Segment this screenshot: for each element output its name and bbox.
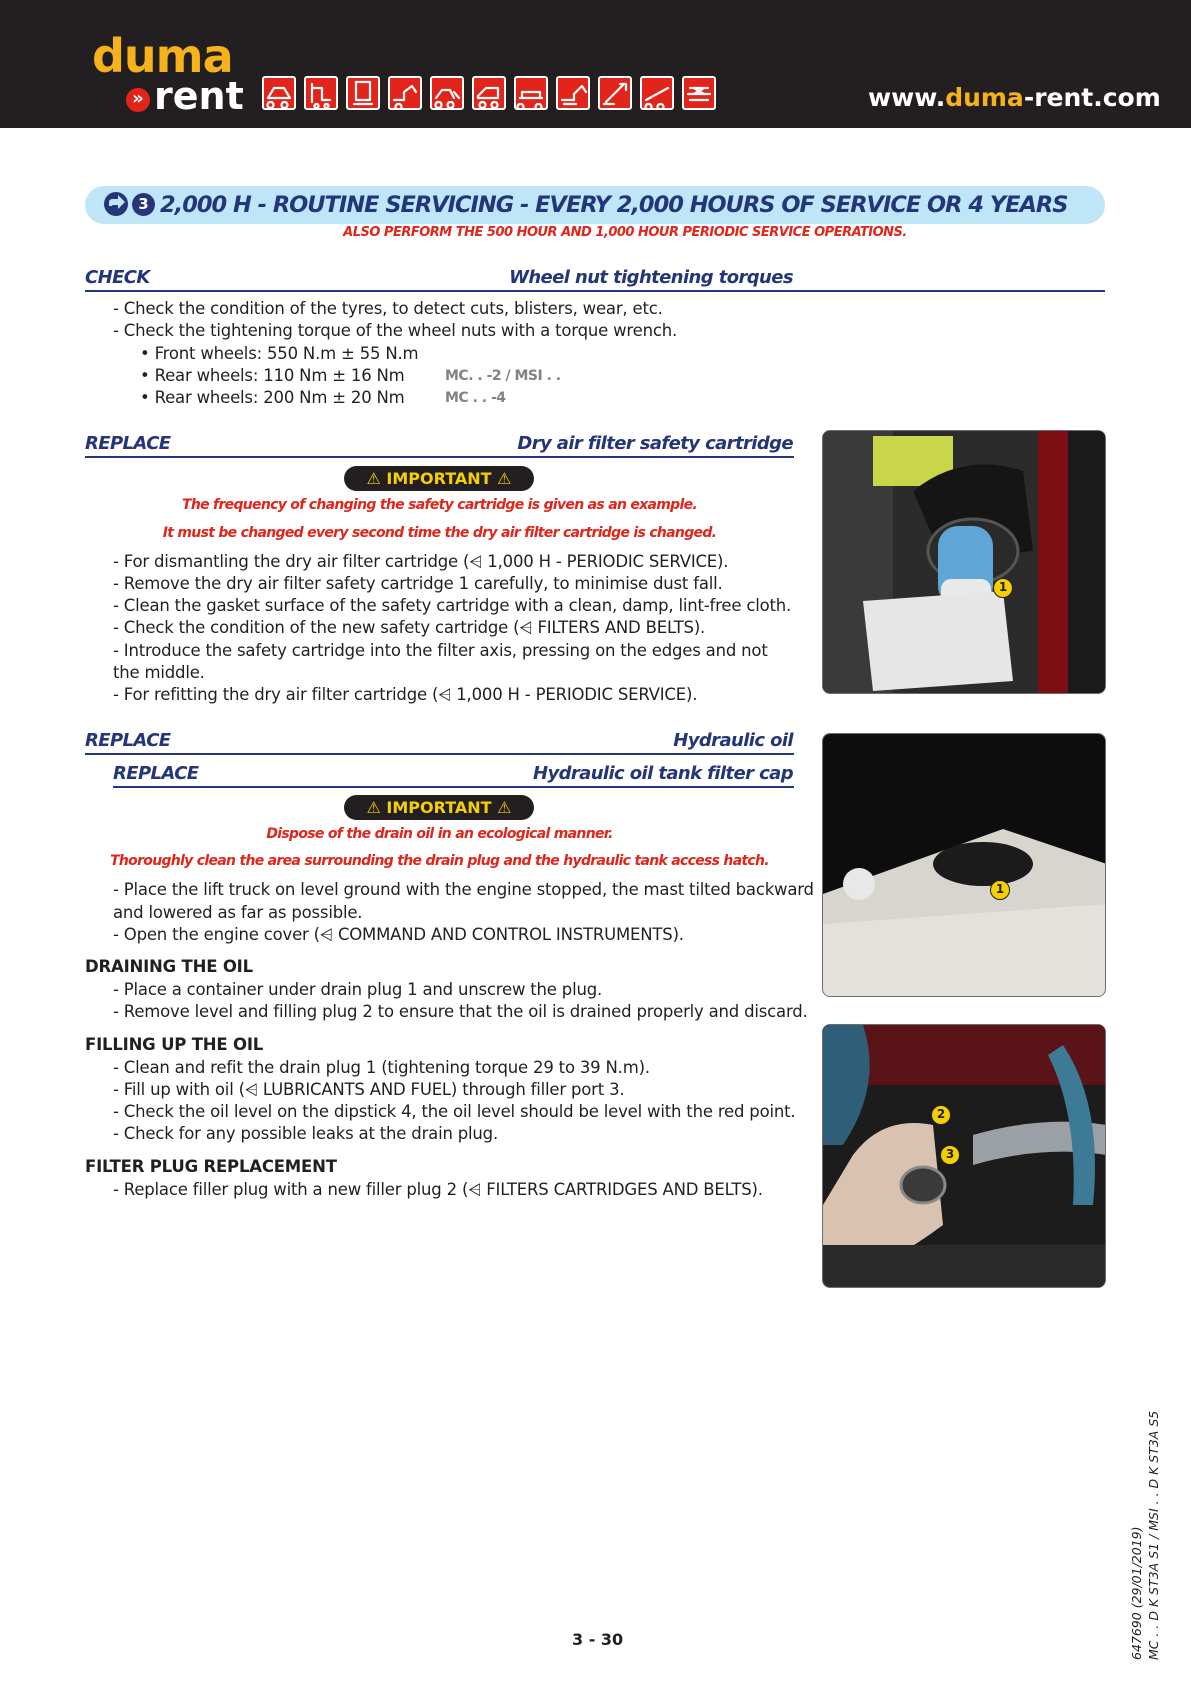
section-number-badge: 3: [132, 193, 155, 216]
logo-chevron-icon: »: [126, 88, 150, 112]
hydraulic-oil-title: Hydraulic oil: [673, 730, 793, 751]
procedure-line: - For dismantling the dry air filter cartridge (⩤ 1,000 H - PERIODIC SERVICE).: [113, 552, 729, 571]
document-reference: [1128, 1411, 1162, 1660]
boom-lift-icon: [598, 76, 632, 110]
drain-plug-photo: [822, 733, 1106, 997]
roller-icon: [514, 76, 548, 110]
procedure-line: - Clean the gasket surface of the safety cartridge with a clean, damp, lint-free cloth.: [113, 596, 792, 615]
model-note: MC . . -4: [445, 390, 506, 406]
procedure-line: - For refitting the dry air filter cartridge (⩤ 1,000 H - PERIODIC SERVICE).: [113, 685, 698, 704]
telehandler-icon: [640, 76, 674, 110]
section-subtitle: ALSO PERFORM THE 500 HOUR AND 1,000 HOUR PERIODIC SERVICE OPERATIONS.: [343, 225, 907, 240]
check-line: - Check the condition of the tyres, to detect cuts, blisters, wear, etc.: [113, 299, 663, 318]
torque-bullet: • Rear wheels: 110 Nm ± 16 Nm: [140, 366, 405, 385]
warning-icon: ⚠: [497, 469, 512, 488]
arrow-circle-icon: [103, 191, 129, 217]
procedure-line: and lowered as far as possible.: [113, 903, 363, 922]
procedure-line: - Check the oil level on the dipstick 4, the oil level should be level with the red point.: [113, 1102, 796, 1121]
procedure-line: - Open the engine cover (⩤ COMMAND AND CONTROL INSTRUMENTS).: [113, 925, 684, 944]
warning-icon: ⚠: [366, 798, 381, 817]
mini-excavator-icon: [388, 76, 422, 110]
procedure-line: - Clean and refit the drain plug 1 (tightening torque 29 to 39 N.m).: [113, 1058, 650, 1077]
replace-label: REPLACE: [113, 763, 199, 784]
procedure-line: - Place the lift truck on level ground with the engine stopped, the mast tilted backward: [113, 880, 814, 899]
warning-text: It must be changed every second time the dry air filter cartridge is changed.: [162, 525, 717, 541]
callout-marker: 2: [931, 1105, 951, 1125]
filling-heading: FILLING UP THE OIL: [85, 1035, 264, 1054]
warning-icon: ⚠: [366, 469, 381, 488]
procedure-line: the middle.: [113, 663, 205, 682]
wheel-nut-title: Wheel nut tightening torques: [509, 267, 793, 288]
important-badge: ⚠ IMPORTANT ⚠: [344, 795, 534, 820]
filter-plug-heading: FILTER PLUG REPLACEMENT: [85, 1157, 337, 1176]
procedure-line: - Fill up with oil (⩤ LUBRICANTS AND FUEL) through filler port 3.: [113, 1080, 625, 1099]
replace-label: REPLACE: [85, 730, 171, 751]
warning-text: The frequency of changing the safety cartridge is given as an example.: [181, 497, 698, 513]
forklift-icon: [304, 76, 338, 110]
reference-line: 647690 (29/01/2019): [1129, 1526, 1144, 1660]
section-title: 2,000 H - ROUTINE SERVICING - EVERY 2,000 HOURS OF SERVICE OR 4 YEARS: [160, 192, 1068, 218]
procedure-line: - Replace filler plug with a new filler plug 2 (⩤ FILTERS CARTRIDGES AND BELTS).: [113, 1180, 763, 1199]
replace-cap-rule: [113, 786, 794, 788]
procedure-line: - Place a container under drain plug 1 and unscrew the plug.: [113, 980, 603, 999]
air-filter-photo: [822, 430, 1106, 694]
check-label: CHECK: [85, 267, 150, 288]
model-note: MC. . -2 / MSI . .: [445, 368, 561, 384]
procedure-line: - Introduce the safety cartridge into the filter axis, pressing on the edges and not: [113, 641, 768, 660]
callout-marker: 1: [990, 880, 1010, 900]
torque-bullet: • Rear wheels: 200 Nm ± 20 Nm: [140, 388, 405, 407]
reference-line: MC . . D K ST3A S1 / MSI . . D K ST3A S5: [1146, 1410, 1161, 1660]
logo-rent-text: rent: [154, 74, 244, 118]
warning-text: Dispose of the drain oil in an ecological manner.: [266, 826, 613, 842]
check-rule: [85, 290, 1105, 292]
compactor-icon: [346, 76, 380, 110]
page-number: 3 - 30: [572, 1630, 624, 1649]
procedure-line: - Remove level and filling plug 2 to ensure that the oil is drained properly and discard.: [113, 1002, 808, 1021]
website-url[interactable]: www.duma-rent.com: [868, 83, 1161, 112]
wheel-loader-icon: [430, 76, 464, 110]
warning-icon: ⚠: [497, 798, 512, 817]
scissor-lift-icon: [682, 76, 716, 110]
draining-heading: DRAINING THE OIL: [85, 957, 253, 976]
procedure-line: - Check for any possible leaks at the drain plug.: [113, 1124, 498, 1143]
callout-marker: 1: [993, 578, 1013, 598]
excavator-icon: [556, 76, 590, 110]
dumper-icon: [472, 76, 506, 110]
dry-air-filter-title: Dry air filter safety cartridge: [517, 433, 793, 454]
replace-label: REPLACE: [85, 433, 171, 454]
important-badge: ⚠ IMPORTANT ⚠: [344, 466, 534, 491]
check-line: - Check the tightening torque of the wheel nuts with a torque wrench.: [113, 321, 678, 340]
skid-steer-icon: [262, 76, 296, 110]
procedure-line: - Check the condition of the new safety cartridge (⩤ FILTERS AND BELTS).: [113, 618, 706, 637]
filler-port-photo: [822, 1024, 1106, 1288]
procedure-line: - Remove the dry air filter safety cartridge 1 carefully, to minimise dust fall.: [113, 574, 723, 593]
logo-duma-text: duma: [92, 29, 233, 83]
warning-text: Thoroughly clean the area surrounding the drain plug and the hydraulic tank access hatch.: [110, 853, 769, 869]
tank-filter-cap-title: Hydraulic oil tank filter cap: [532, 763, 793, 784]
torque-bullet: • Front wheels: 550 N.m ± 55 N.m: [140, 344, 419, 363]
replace-filter-rule: [85, 456, 794, 458]
callout-marker: 3: [940, 1145, 960, 1165]
replace-oil-rule: [85, 753, 794, 755]
